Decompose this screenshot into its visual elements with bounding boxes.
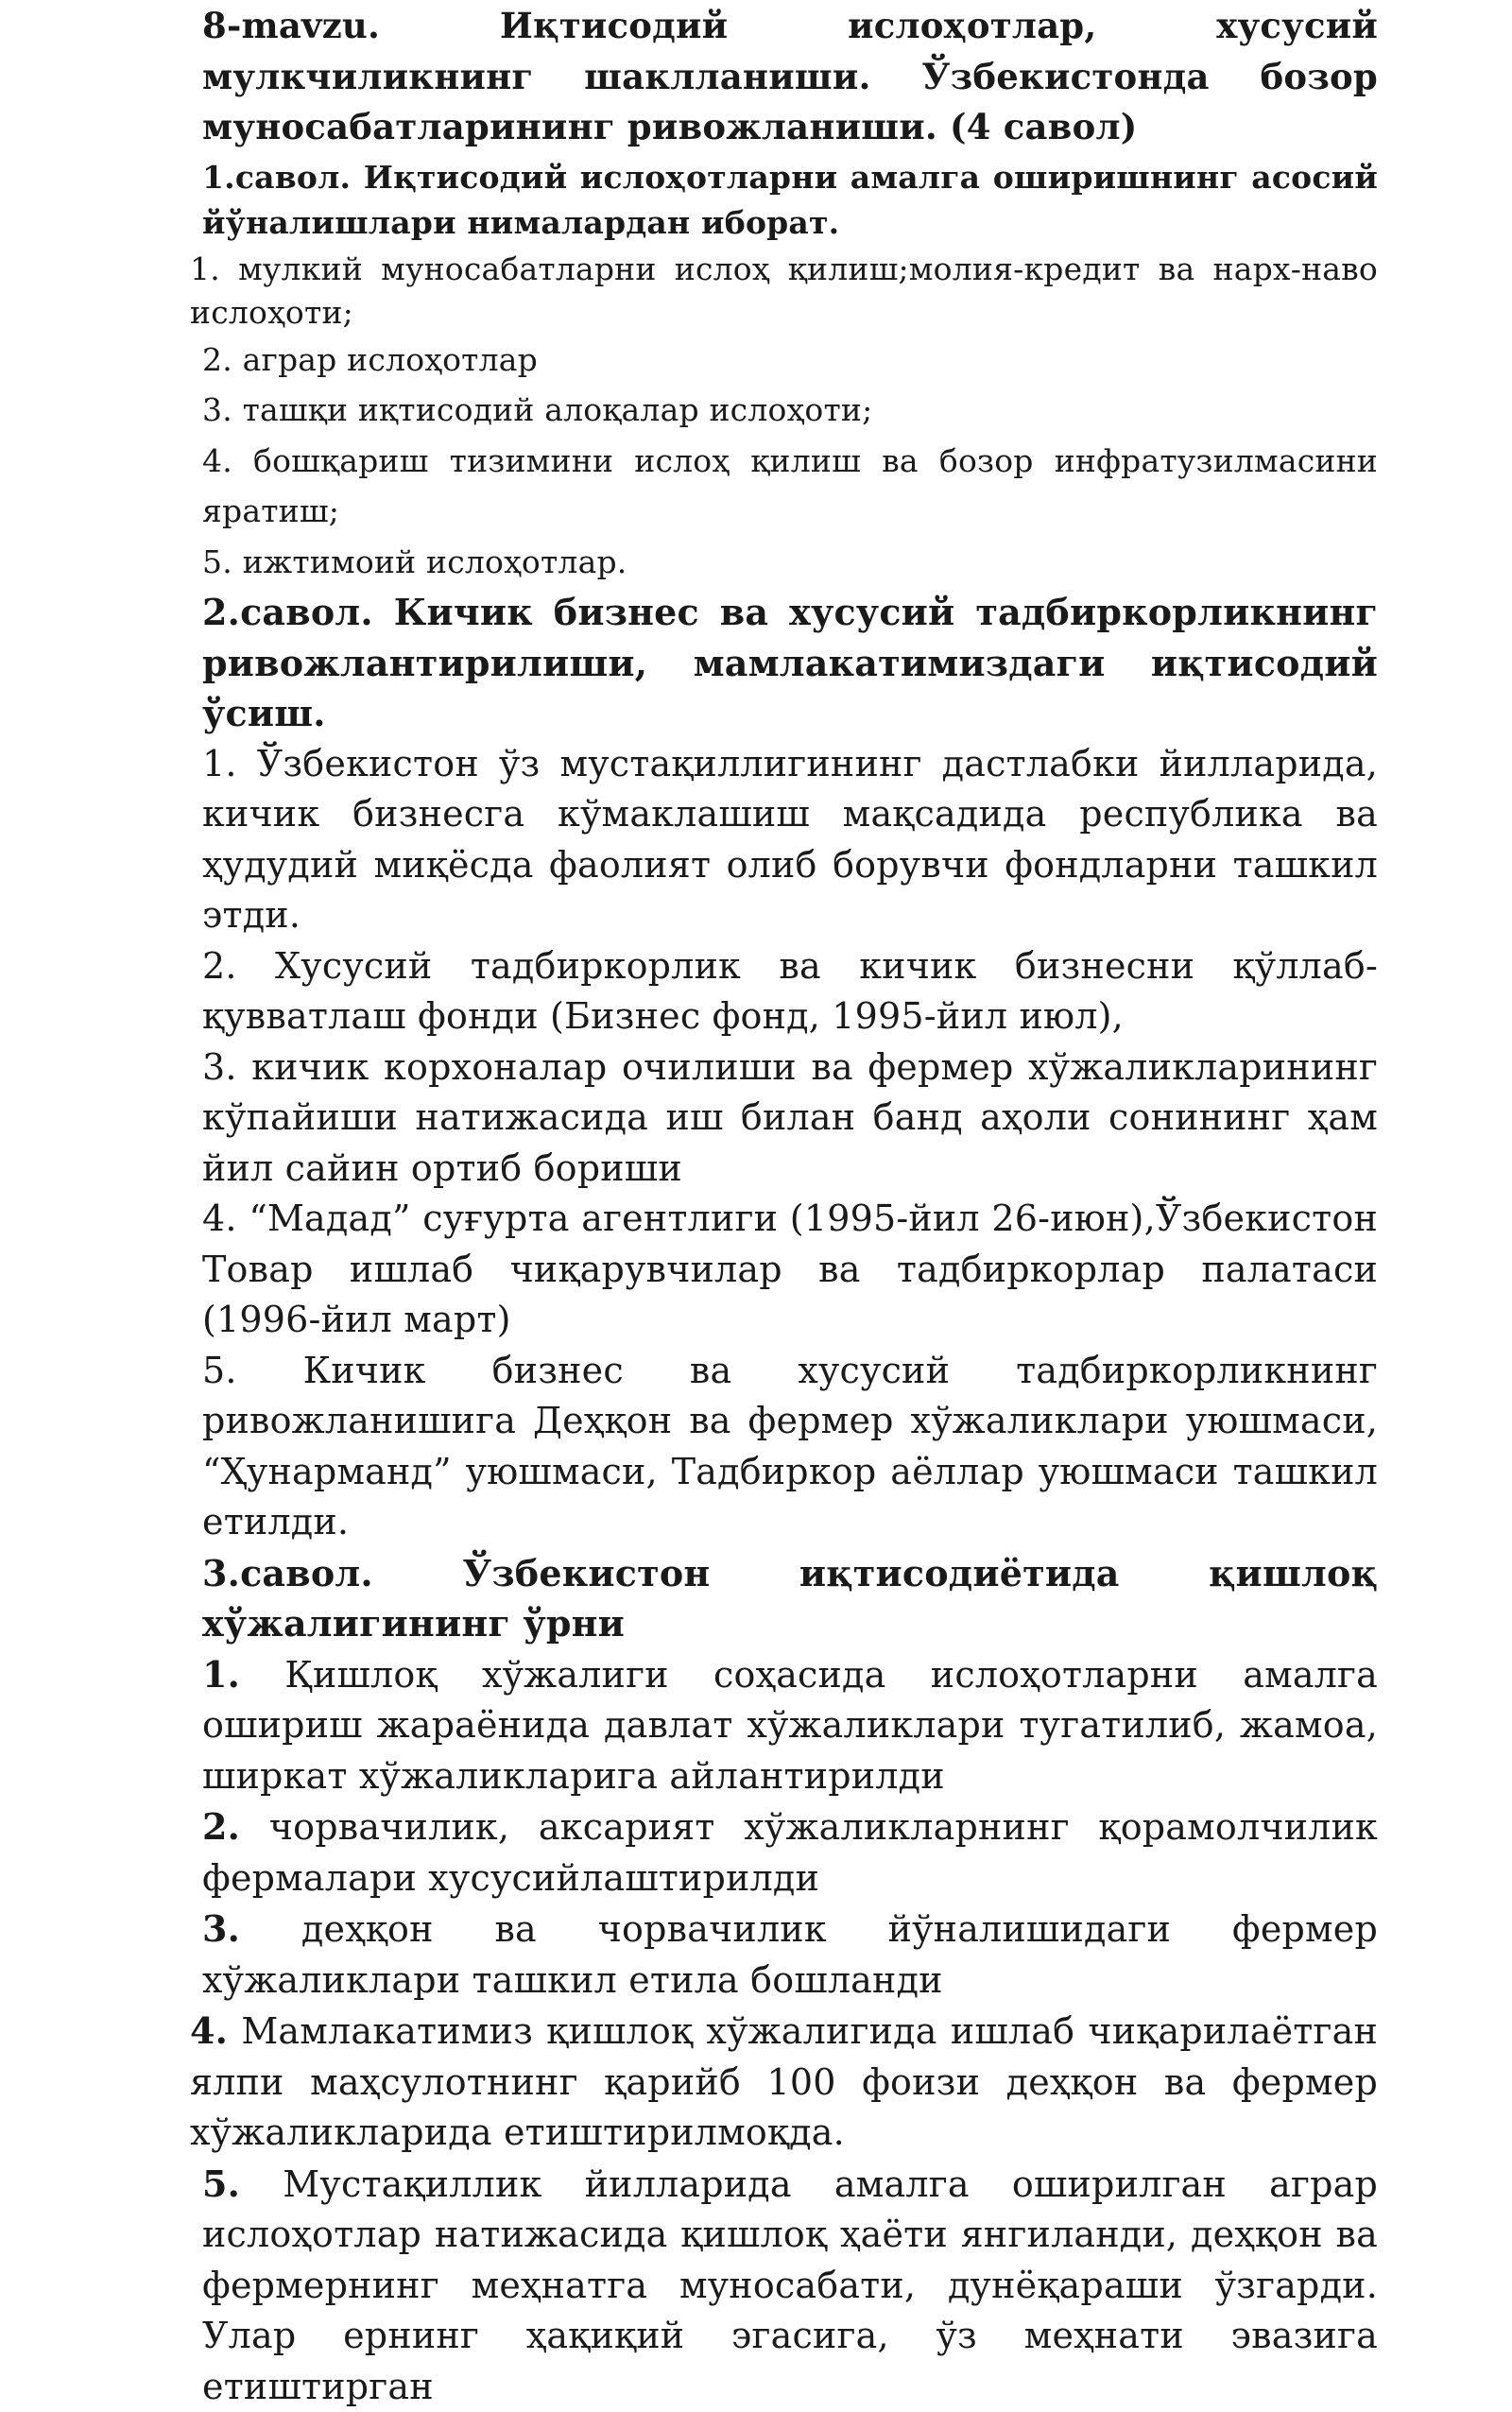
item-text: Мустақиллик йилларида амалга оширилган аграр ислоҳотлар натижасида қишлоқ ҳаёти янгиланди, деҳқон ва фермернинг меҳнатга муносабати, дунёқараши ўзгарди. Улар ернинг ҳақиқий эгасига, ўз меҳнати эвазига етиштирган bbox=[202, 2163, 1378, 2407]
question-2-item: 4. “Мадад” суғурта агентлиги (1995-йил 26-июн),Ўзбекистон Товар ишлаб чиқарувчилар ва тадбиркорлар палатаси (1996-йил март) bbox=[202, 1194, 1378, 1346]
question-1-item: 2. аграр ислоҳотлар bbox=[202, 335, 1378, 386]
question-1-item: 3. ташқи иқтисодий алоқалар ислоҳоти; bbox=[202, 385, 1378, 436]
question-3-item bbox=[202, 1649, 1378, 1802]
item-number: 5. bbox=[202, 2162, 240, 2205]
question-3-heading: 3.савол. Ўзбекистон иқтисодиётида қишлоқ хўжалигининг ўрни bbox=[202, 1548, 1378, 1649]
item-number: 1. bbox=[202, 1653, 240, 1696]
document-body bbox=[202, 0, 1378, 2412]
item-text: деҳқон ва чорвачилик йўналишидаги фермер хўжаликлари ташкил етила бошланди bbox=[202, 1908, 1378, 2001]
item-text: Мамлакатимиз қишлоқ хўжалигида ишлаб чиқарилаётган ялпи маҳсулотнинг қарийб 100 фоизи деҳқон ва фермер хўжаликларида етиштирилмоқда. bbox=[190, 2010, 1378, 2153]
question-3-item bbox=[202, 2159, 1378, 2412]
question-1-item: 4. бошқариш тизимини ислоҳ қилиш ва бозор инфратузилмасини яратиш; bbox=[202, 436, 1378, 537]
item-number: 4. bbox=[190, 2009, 228, 2052]
question-2-heading: 2.савол. Кичик бизнес ва хусусий тадбиркорликнинг ривожлантирилиши, мамлакатимиздаги иқтисодий ўсиш. bbox=[202, 587, 1378, 739]
item-text: Қишлоқ хўжалиги соҳасида ислоҳотларни амалга ошириш жараёнида давлат хўжаликлари тугатилиб, жамоа, ширкат хўжаликларига айлантирилди bbox=[202, 1654, 1378, 1797]
question-1-heading: 1.савол. Иқтисодий ислоҳотларни амалга оширишнинг асосий йўналишлари нималардан иборат. bbox=[202, 155, 1378, 246]
question-1-item: 5. ижтимоий ислоҳотлар. bbox=[202, 537, 1378, 588]
question-3-item bbox=[190, 2006, 1378, 2159]
item-number: 2. bbox=[202, 1805, 240, 1848]
question-2-item: 2. Хусусий тадбиркорлик ва кичик бизнесни қўллаб-қувватлаш фонди (Бизнес фонд, 1995-йил июл), bbox=[202, 941, 1378, 1042]
lesson-title: 8-mavzu. Иқтисодий ислоҳотлар, хусусий мулкчиликнинг шаклланиши. Ўзбекистонда бозор муносабатларининг ривожланиши. (4 савол) bbox=[202, 1, 1378, 153]
question-3-item bbox=[202, 1904, 1378, 2006]
item-number: 3. bbox=[202, 1907, 240, 1950]
question-1-item: 1. мулкий муносабатларни ислоҳ қилиш;молия-кредит ва нарх-наво ислоҳоти; bbox=[190, 246, 1378, 335]
question-3-item bbox=[202, 1801, 1378, 1904]
question-2-item: 5. Кичик бизнес ва хусусий тадбиркорликнинг ривожланишига Деҳқон ва фермер хўжаликлари уюшмаси, “Ҳунарманд” уюшмаси, Тадбиркор аёллар уюшмаси ташкил етилди. bbox=[202, 1346, 1378, 1548]
item-text: чорвачилик, аксарият хўжаликларнинг қорамолчилик фермалари хусусийлаштирилди bbox=[202, 1806, 1378, 1899]
question-2-item: 3. кичик корхоналар очилиши ва фермер хўжаликларининг кўпайиши натижасида иш билан банд аҳоли сонининг ҳам йил сайин ортиб бориши bbox=[202, 1042, 1378, 1195]
question-2-item: 1. Ўзбекистон ўз мустақиллигининг дастлабки йилларида, кичик бизнесга кўмаклашиш мақсадида республика ва ҳудудий миқёсда фаолият олиб борувчи фондларни ташкил этди. bbox=[202, 739, 1378, 941]
